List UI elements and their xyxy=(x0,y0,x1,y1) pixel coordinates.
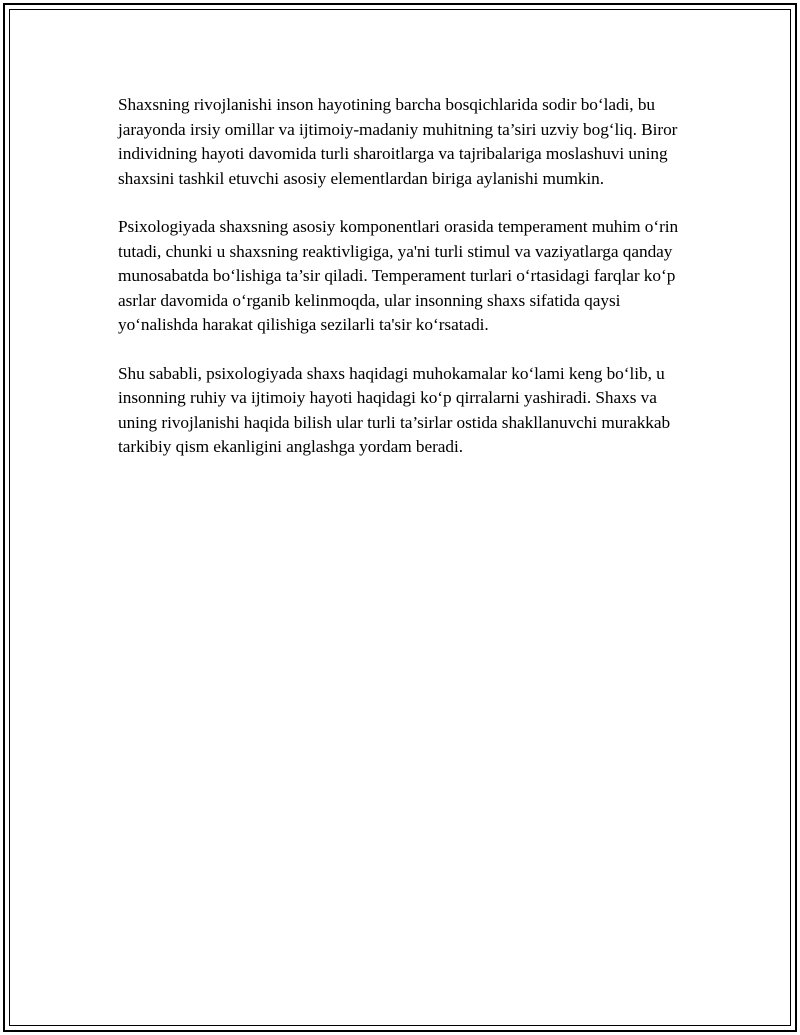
paragraph-3: Shu sababli, psixologiyada shaxs haqidagi muhokamalar ko‘lami keng bo‘lib, u insonning ruhiy va ijtimoiy hayoti haqidagi ko‘p qirralarni yashiradi. Shaxs va uning rivojlanishi haqida bilish ular turli ta’sirlar ostida shakllanuvchi murakkab tarkibiy qism ekanligini anglashga yordam beradi. xyxy=(118,363,671,456)
document-body xyxy=(118,93,698,484)
paragraph-1: Shaxsning rivojlanishi inson hayotining barcha bosqichlarida sodir bo‘ladi, bu jarayonda irsiy omillar va ijtimoiy-madaniy muhitning ta’siri uzviy bog‘liq. Biror individning hayoti davomida turli sharoitlarga va tajribalariga moslashuvi uning shaxsini tashkil etuvchi asosiy elementlardan biriga aylanishi mumkin. xyxy=(118,95,678,188)
paragraph-2: Psixologiyada shaxsning asosiy komponentlari orasida temperament muhim o‘rin tutadi, chunki u shaxsning reaktivligiga, ya'ni turli stimul va vaziyatlarga qanday munosabatda bo‘lishiga ta’sir qiladi. Temperament turlari o‘rtasidagi farqlar ko‘p asrlar davomida o‘rganib kelinmoqda, ular insonning shaxs sifatida qaysi yo‘nalishda harakat qilishiga sezilarli ta'sir ko‘rsatadi. xyxy=(118,217,679,334)
